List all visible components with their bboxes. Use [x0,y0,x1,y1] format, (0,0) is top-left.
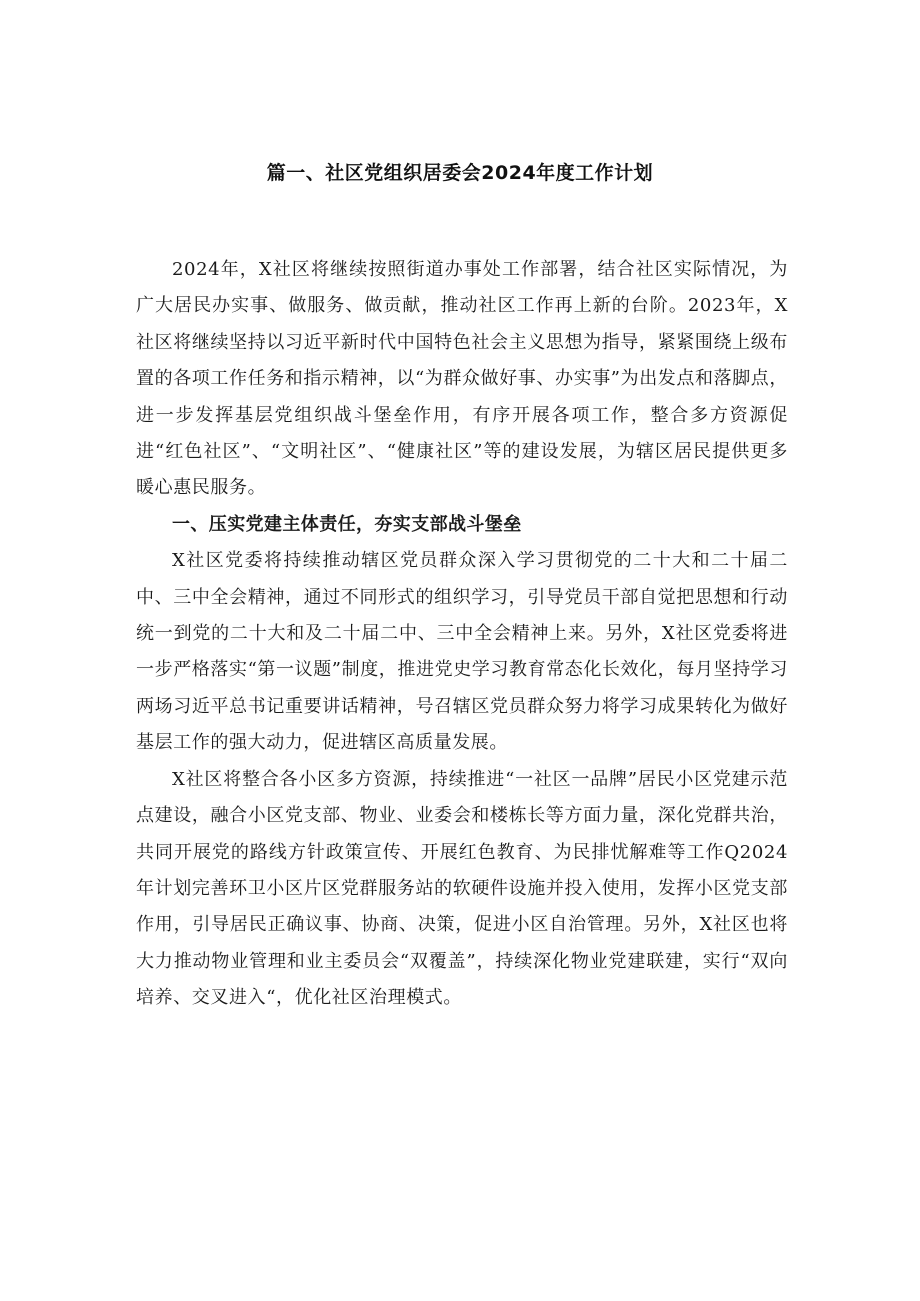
section-paragraph: X社区党委将持续推动辖区党员群众深入学习贯彻党的二十大和二十届二中、三中全会精神，通过不同形式的组织学习，引导党员干部自觉把思想和行动统一到党的二十大和及二十届二中、三中全会精神上来。另外，X社区党委将进一步严格落实“第一议题”制度，推进党史学习教育常态化长效化，每月坚持学习两场习近平总书记重要讲话精神，号召辖区党员群众努力将学习成果转化为做好基层工作的强大动力，促进辖区高质量发展。 [136,550,789,754]
section-paragraph: X社区将整合各小区多方资源，持续推进“一社区一品牌”居民小区党建示范点建设，融合小区党支部、物业、业委会和楼栋长等方面力量，深化党群共治，共同开展党的路线方针政策宣传、开展红色教育、为民排忧解难等工作Q2024年计划完善环卫小区片区党群服务站的软硬件设施并投入使用，发挥小区党支部作用，引导居民正确议事、协商、决策，促进小区自治管理。另外，X社区也将大力推动物业管理和业主委员会“双覆盖”，持续深化物业党建联建，实行“双向培养、交叉进入“，优化社区治理模式。 [136,768,788,1009]
document-title: 篇一、社区党组织居委会2024年度工作计划 [266,162,654,184]
intro-paragraph: 2024年，X社区将继续按照街道办事处工作部署，结合社区实际情况，为广大居民办实事、做服务、做贡献，推动社区工作再上新的台阶。2023年，X社区将继续坚持以习近平新时代中国特色社会主义思想为指导，紧紧围绕上级布置的各项工作任务和指示精神，以“为群众做好事、办实事”为出发点和落脚点，进一步发挥基层党组织战斗堡垒作用，有序开展各项工作，整合多方资源促进“红色社区”、“文明社区”、“健康社区”等的建设发展，为辖区居民提供更多暖心惠民服务。 [136,259,789,499]
section-heading: 一、压实党建主体责任，夯实支部战斗堡垒 [172,513,522,535]
document-body [136,252,788,1017]
